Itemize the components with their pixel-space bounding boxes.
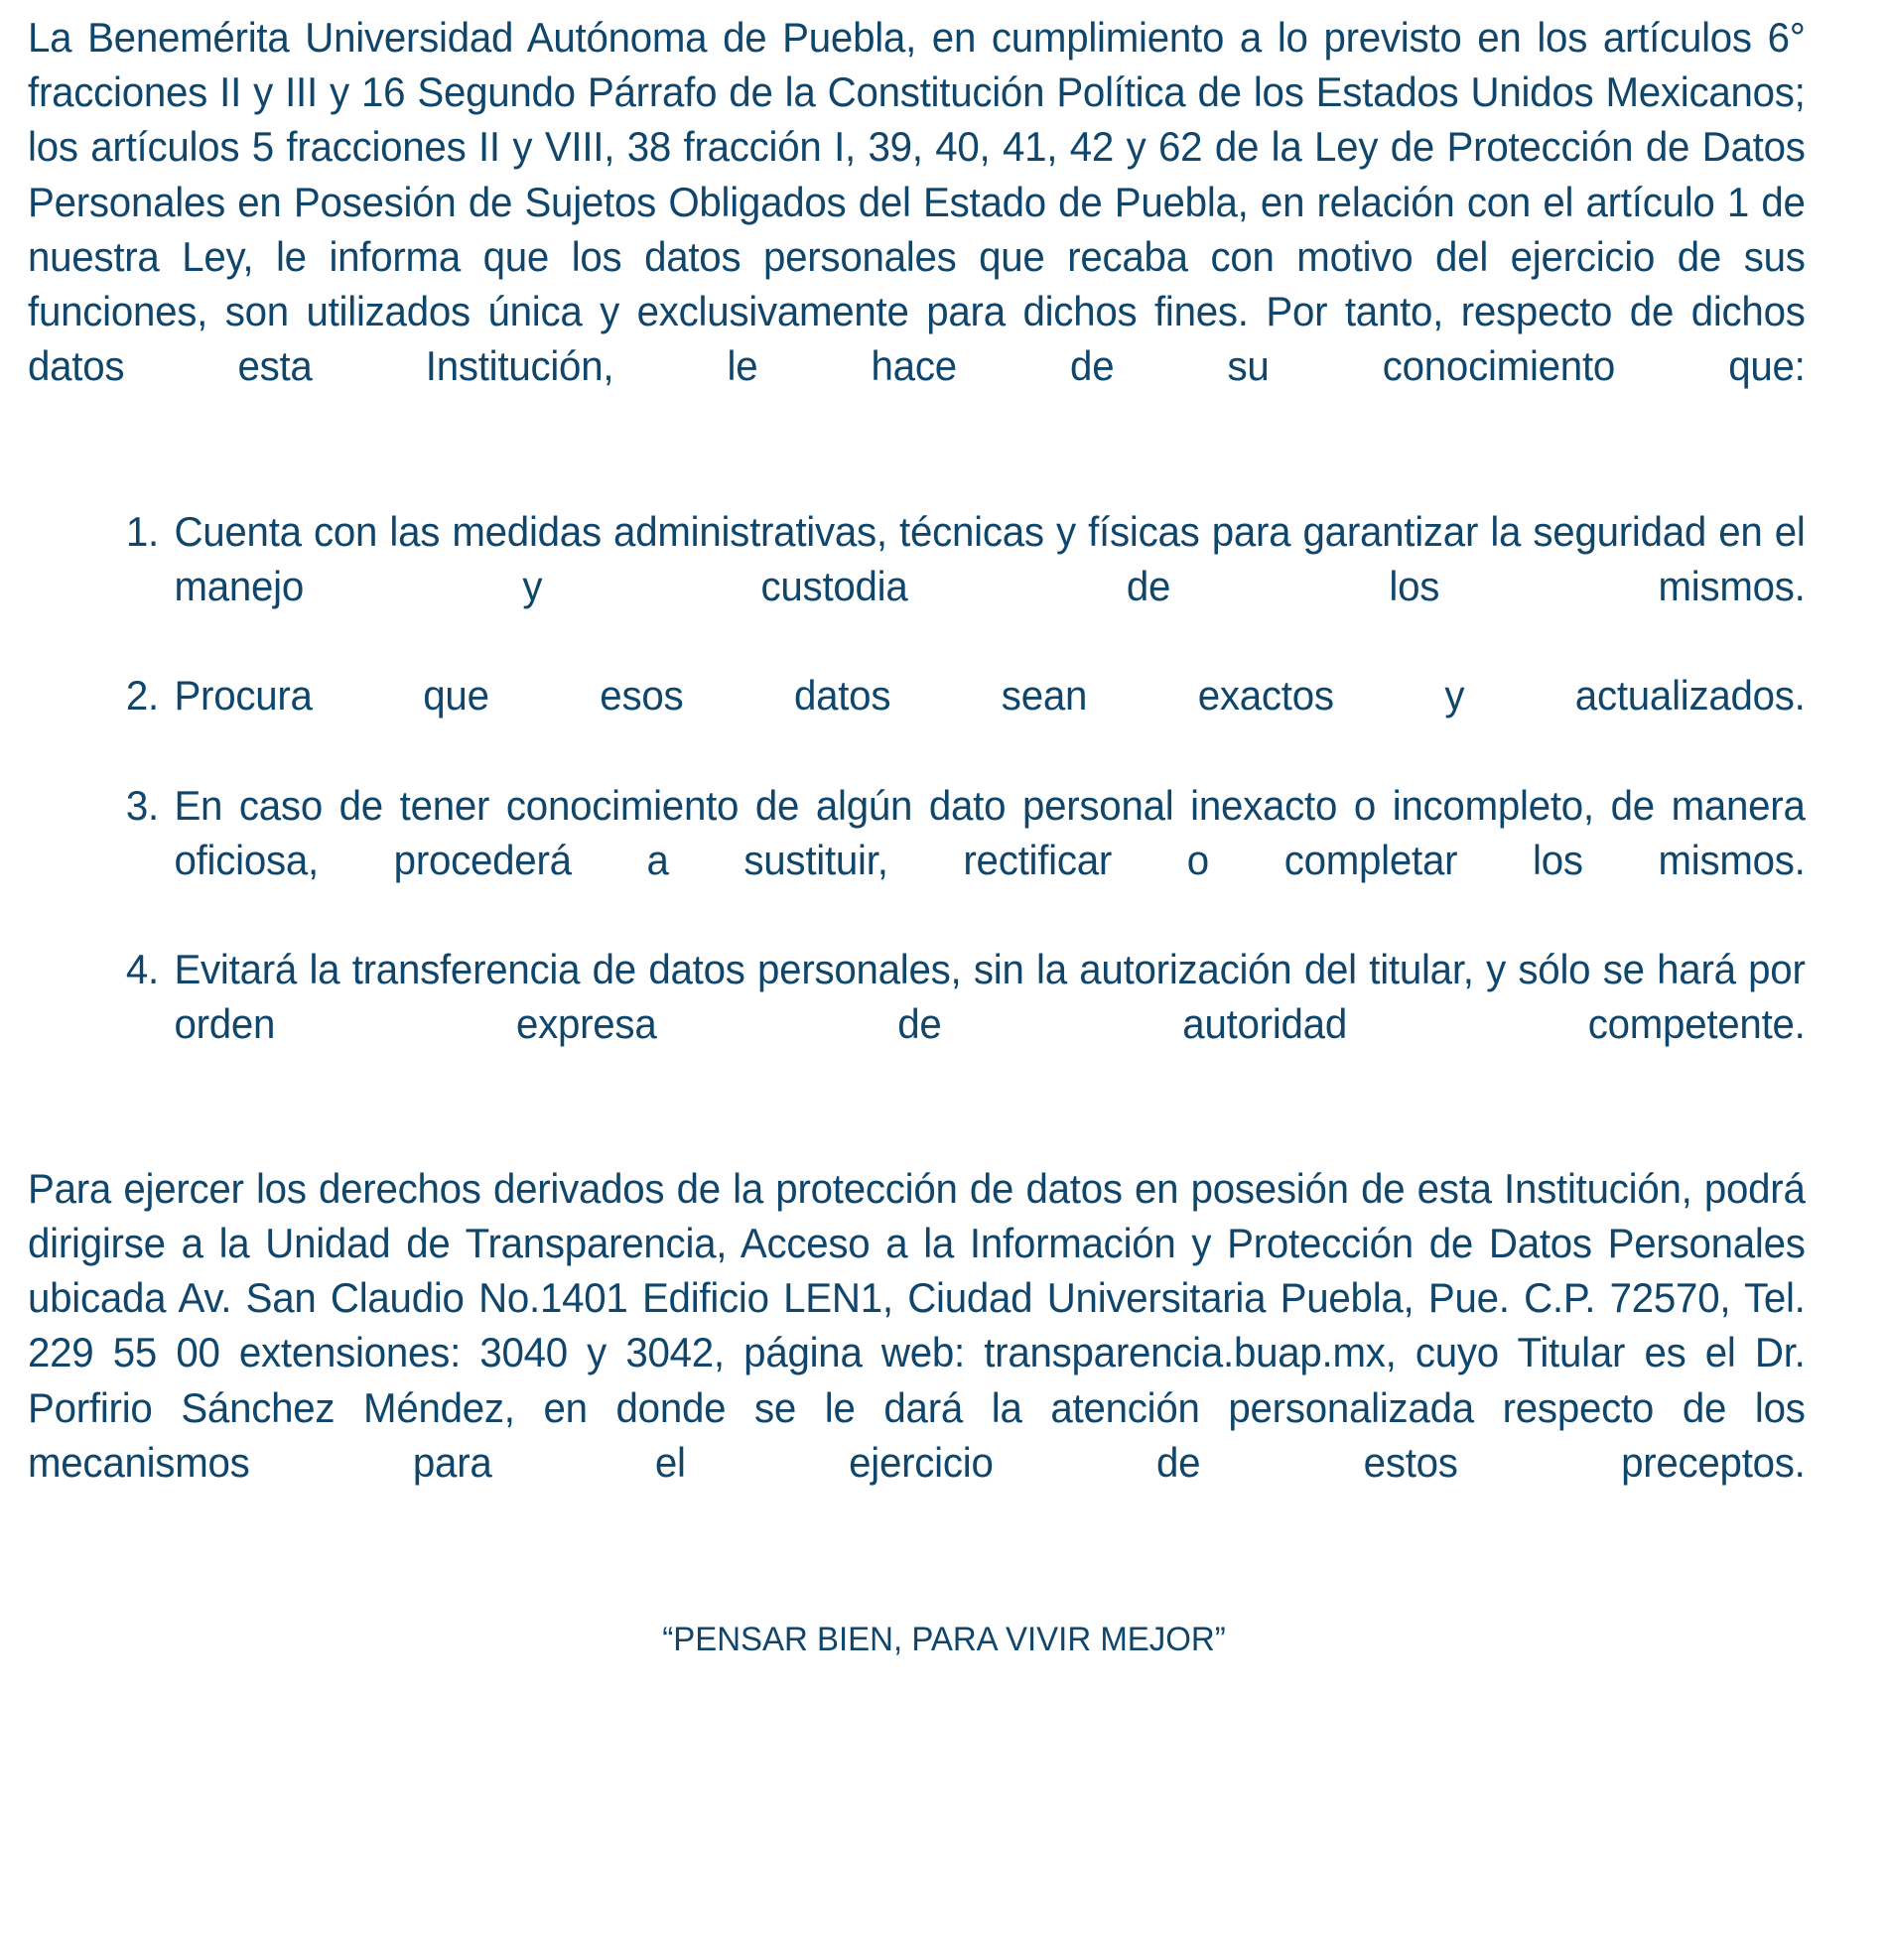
spacer-before-slogan — [28, 1544, 1860, 1618]
list-item-text: Cuenta con las medidas administrativas, técnicas y físicas para garantizar la seguridad en el manejo y custodia de los mismos. — [174, 507, 1806, 609]
spacer-before-list — [28, 449, 1860, 504]
list-item — [28, 778, 1806, 943]
clause-list — [28, 504, 1860, 1107]
list-item-text: En caso de tener conocimiento de algún dato personal inexacto o incompleto, de manera oficiosa, procederá a sustituir, rectificar o completar los mismos. — [174, 781, 1806, 883]
list-item-text: Procura que esos datos sean exactos y actualizados. — [174, 672, 1806, 719]
list-item-marker: 4. — [125, 946, 159, 993]
institutional-slogan: “PENSAR BIEN, PARA VIVIR MEJOR” — [662, 1621, 1226, 1659]
intro-paragraph: La Benemérita Universidad Autónoma de Puebla, en cumplimiento a lo previsto en los artículos 6° fracciones II y III y 16 Segundo Párrafo de la Constitución Política de los Estados Unidos Mexicanos; los artículos 5 fracciones II y VIII, 38 fracción I, 39, 40, 41, 42 y 62 de la Ley de Protección de Datos Personales en Posesión de Sujetos Obligados del Estado de Puebla, en relación con el artículo 1 de nuestra Ley, le informa que los datos personales que recaba con motivo del ejercicio de sus funciones, son utilizados única y exclusivamente para dichos fines. Por tanto, respecto de dichos datos esta Institución, le hace de su conocimiento que: — [28, 14, 1806, 390]
list-item-text: Evitará la transferencia de datos personales, sin la autorización del titular, y sólo se hará por orden expresa de autoridad competente. — [174, 946, 1806, 1048]
contact-paragraph: Para ejercer los derechos derivados de la protección de datos en posesión de esta Institución, podrá dirigirse a la Unidad de Transparencia, Acceso a la Información y Protección de Datos Personales ubicada Av. San Claudio No.1401 Edificio LEN1, Ciudad Universitaria Puebla, Pue. C.P. 72570, Tel. 229 55 00 extensiones: 3040 y 3042, página web: transparencia.buap.mx, cuyo Titular es el Dr. Porfirio Sánchez Méndez, en donde se le dará la atención personalizada respecto de los mecanismos para el ejercicio de estos preceptos. — [28, 1164, 1806, 1486]
list-item — [28, 942, 1806, 1107]
list-item — [28, 668, 1806, 777]
spacer-after-list — [28, 1107, 1860, 1161]
list-item — [28, 504, 1806, 669]
list-item-marker: 1. — [125, 507, 159, 555]
document-body — [28, 10, 1860, 1661]
list-item-marker: 2. — [125, 672, 159, 719]
list-item-marker: 3. — [125, 781, 159, 829]
